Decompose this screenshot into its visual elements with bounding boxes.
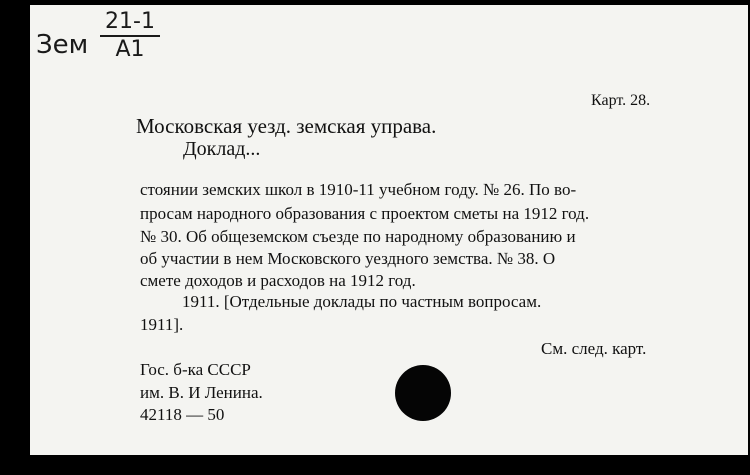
line-1911-b: 1911]. — [140, 315, 184, 334]
see-next-card: См. след. карт. — [541, 339, 647, 358]
body-line: об участии в нем Московского уездного земства. № 38. О — [140, 249, 556, 268]
handwritten-numerator: 21-1 — [105, 9, 155, 34]
body-line: смете доходов и расходов на 1912 год. — [140, 271, 416, 290]
library-line-1: Гос. б-ка СССР — [140, 360, 251, 379]
handwritten-denominator: A1 — [115, 37, 145, 62]
line-1911-a: 1911. [Отдельные доклады по частным вопросам. — [182, 292, 542, 311]
punch-hole — [395, 365, 451, 421]
body-line: просам народного образования с проектом сметы на 1912 год. — [140, 204, 590, 223]
handwritten-prefix: Зем — [36, 30, 89, 60]
library-line-3: 42118 — 50 — [140, 405, 225, 424]
body-line: № 30. Об общеземском съезде по народному образованию и — [140, 227, 576, 246]
heading: Московская уезд. земская управа. — [136, 114, 437, 138]
body-line: стоянии земских школ в 1910-11 учебном году. № 26. По во- — [140, 180, 577, 199]
handwritten-shelfmark — [100, 10, 160, 63]
subheading: Доклад... — [183, 138, 261, 160]
card-number: Карт. 28. — [591, 92, 651, 109]
library-line-2: им. В. И Ленина. — [140, 383, 263, 402]
